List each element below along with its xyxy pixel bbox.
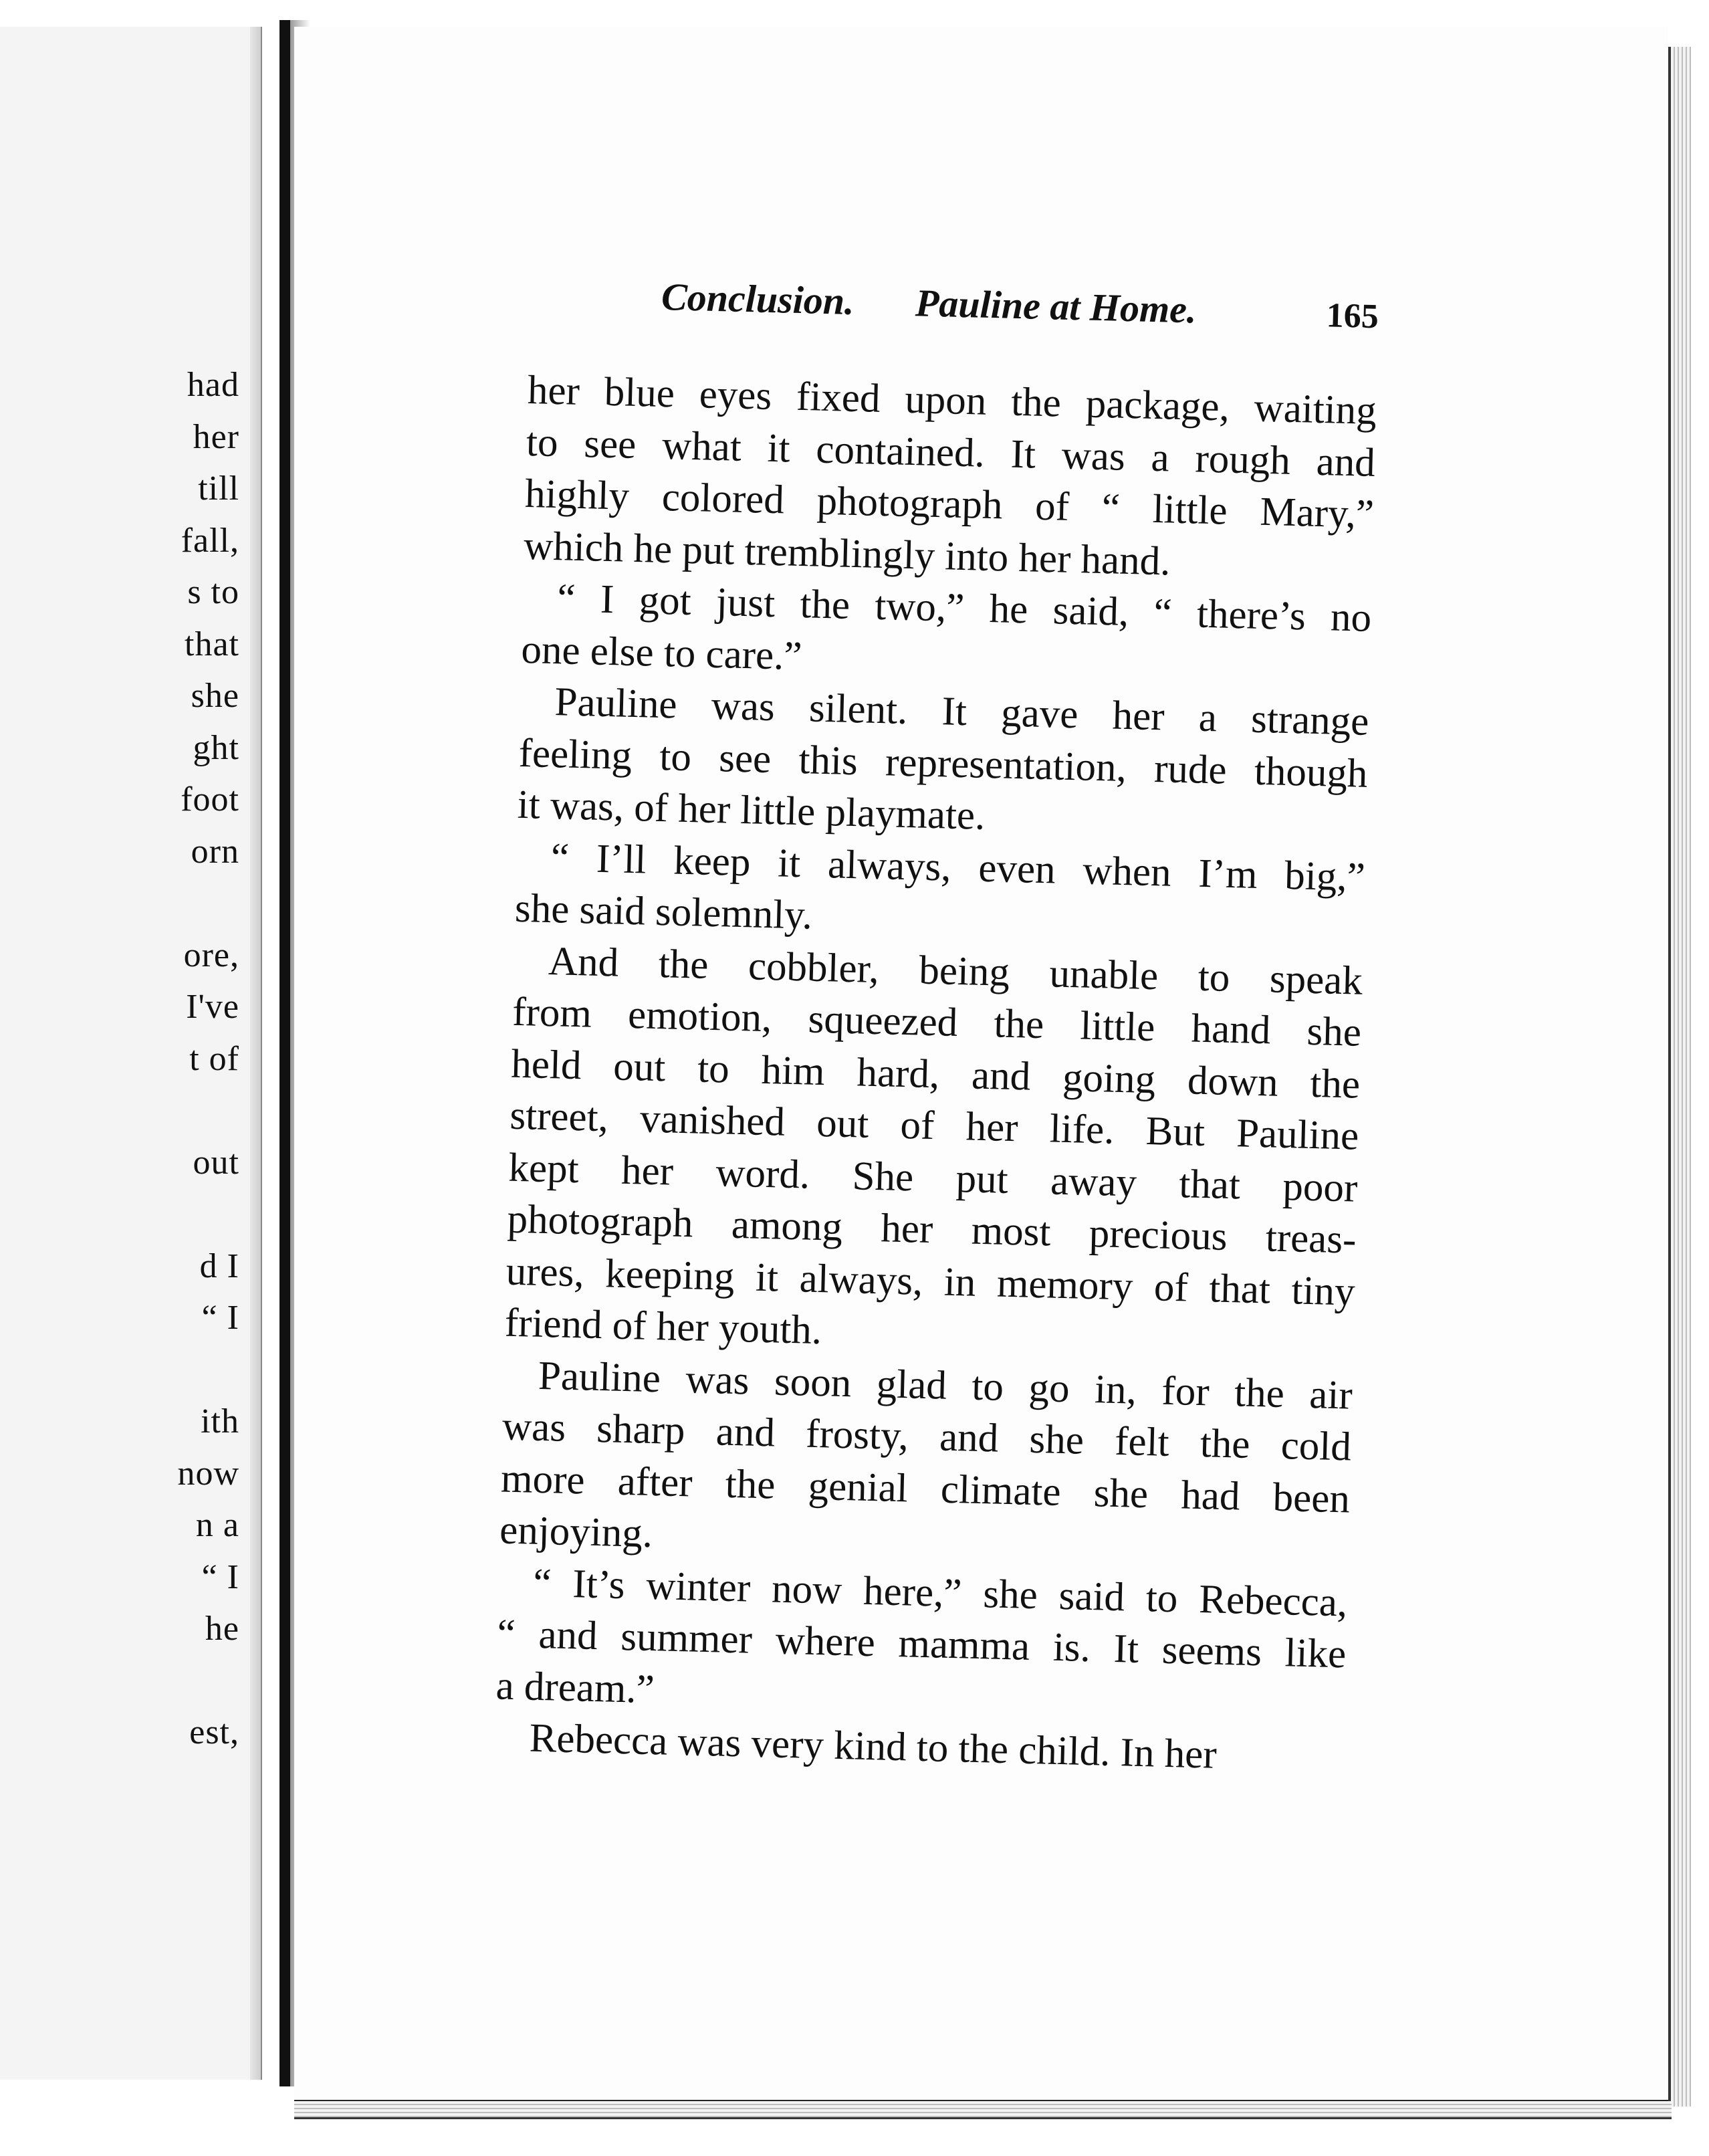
- paragraph: [504, 934, 1363, 1370]
- previous-page-line: “ I: [201, 1299, 239, 1337]
- previous-page-fragment: [0, 27, 262, 2080]
- paragraph: [517, 675, 1369, 851]
- previous-page-line: orn: [191, 832, 239, 871]
- previous-page-line: had: [187, 366, 239, 404]
- previous-page-line: ore,: [183, 936, 239, 974]
- previous-page-line: ght: [193, 728, 239, 767]
- previous-page-line: out: [193, 1143, 239, 1182]
- text-line: which he put tremblingly into her hand.: [523, 523, 1171, 584]
- previous-page-line: s to: [187, 573, 239, 611]
- text-line: “ It’s winter now here,” she said to Rebecca,: [532, 1560, 1348, 1625]
- text-line: street, vanished out of her life. But Pauline: [509, 1093, 1359, 1159]
- previous-page-line: now: [177, 1454, 239, 1493]
- text-line: from emotion, squeezed the little hand she: [511, 989, 1362, 1055]
- previous-page-line: till: [198, 469, 239, 508]
- text-line: kept her word. She put away that poor: [507, 1145, 1359, 1211]
- paragraph: [521, 572, 1372, 696]
- paragraph: [495, 1556, 1348, 1732]
- previous-page-line: “ I: [201, 1557, 239, 1596]
- previous-page-line: that: [185, 625, 239, 663]
- page-stack-bottom-edge: [294, 2101, 1672, 2119]
- previous-page-line: foot: [181, 780, 239, 819]
- text-line: feeling to see this representation, rude though: [518, 730, 1369, 796]
- page-edge-shadow: [250, 27, 261, 2080]
- previous-page-line: her: [193, 417, 239, 456]
- page-stack-right-edge: [1668, 47, 1691, 2107]
- text-line: more after the genial climate she had been: [500, 1456, 1351, 1522]
- text-line: her blue eyes fixed upon the package, waiting: [527, 367, 1377, 434]
- previous-page-line: est,: [189, 1713, 239, 1751]
- previous-page-line: n a: [195, 1506, 239, 1544]
- paragraph: [523, 364, 1377, 592]
- previous-page-line: fall,: [181, 521, 239, 560]
- text-line: held out to him hard, and going down the: [510, 1041, 1361, 1107]
- text-line: highly colored photograph of “ little Mary,”: [524, 471, 1375, 537]
- previous-page-line: ith: [201, 1402, 239, 1440]
- text-line: photograph among her most precious treas-: [506, 1196, 1357, 1263]
- paragraph: [514, 831, 1365, 955]
- body-text: [494, 364, 1377, 1784]
- text-line: “ I’ll keep it always, even when I’m big,”: [550, 835, 1366, 900]
- text-line: Rebecca was very kind to the child. In her: [528, 1715, 1218, 1777]
- previous-page-line: she: [191, 677, 239, 715]
- text-line: she said solemnly.: [514, 885, 813, 938]
- header-chapter-title: Pauline at Home.: [915, 281, 1198, 332]
- text-line: to see what it contained. It was a rough and: [526, 419, 1376, 486]
- header-section-title: Conclusion.: [661, 274, 855, 324]
- text-line: “ I got just the two,” he said, “ there’s no: [556, 576, 1372, 641]
- text-line: “ and summer where mamma is. It seems like: [496, 1611, 1347, 1677]
- text-line: ures, keeping it always, in memory of that tiny: [505, 1249, 1356, 1315]
- paragraph: [499, 1349, 1353, 1577]
- text-line: Pauline was soon glad to go in, for the air: [538, 1353, 1353, 1418]
- book-binding-gutter: [279, 20, 290, 2086]
- text-line: Pauline was silent. It gave her a strange: [554, 679, 1370, 744]
- text-line: one else to care.”: [520, 627, 803, 679]
- text-line: was sharp and frosty, and she felt the cold: [501, 1404, 1352, 1470]
- page-number: 165: [1326, 296, 1379, 336]
- previous-page-line: d I: [199, 1247, 239, 1285]
- previous-page-line: he: [205, 1610, 239, 1648]
- previous-page-line: I've: [186, 988, 239, 1026]
- previous-page-line: t of: [189, 1039, 239, 1078]
- text-line: a dream.”: [495, 1662, 655, 1712]
- text-line: friend of her youth.: [504, 1300, 822, 1354]
- text-line: And the cobbler, being unable to speak: [548, 938, 1363, 1004]
- text-line: enjoying.: [499, 1507, 653, 1557]
- text-line: it was, of her little playmate.: [517, 782, 986, 839]
